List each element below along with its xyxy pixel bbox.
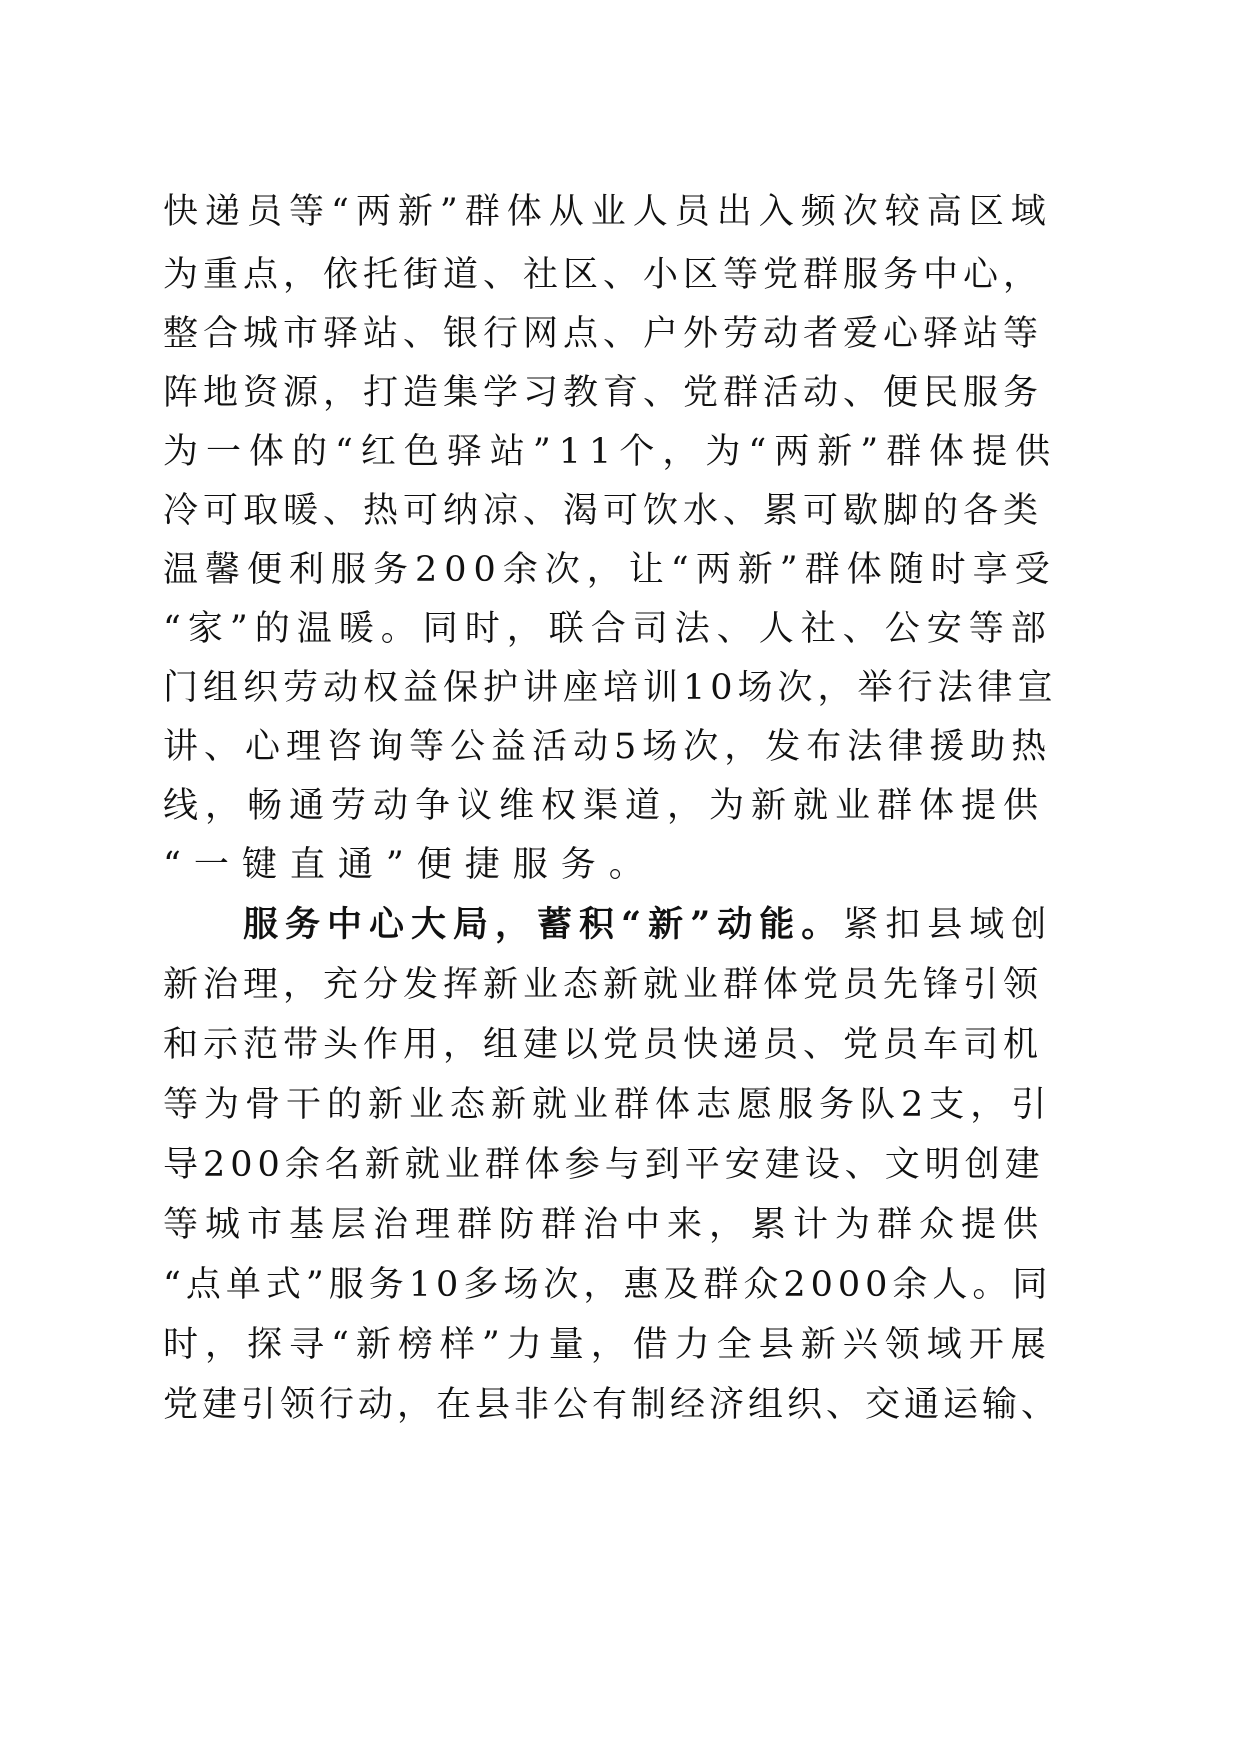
paragraph-2-heading: 服务中心大局，蓄积“新”动能。 [243, 904, 844, 945]
paragraph-2-line-2: 新治理，充分发挥新业态新就业群体党员先锋引领 [163, 965, 1044, 1005]
paragraph-2-line-6: 等城市基层治理群防群治中来，累计为群众提供 [163, 1205, 1046, 1245]
paragraph-1-line-2: 为重点，依托街道、社区、小区等党群服务中心， [163, 255, 1044, 295]
paragraph-1-line-12: “一键直通”便捷服务。 [163, 845, 657, 885]
paragraph-1-line-1: 快递员等“两新”群体从业人员出入频次较高区域 [163, 192, 1053, 232]
paragraph-1-line-11: 线，畅通劳动争议维权渠道，为新就业群体提供 [163, 786, 1046, 826]
paragraph-2-line-8: 时，探寻“新榜样”力量，借力全县新兴领域开展 [163, 1325, 1053, 1365]
paragraph-2-line-1 [243, 899, 1063, 951]
paragraph-1-line-7: 温馨便利服务200余次，让“两新”群体随时享受 [163, 550, 1057, 590]
paragraph-2-line-7: “点单式”服务10多场次，惠及群众2000余人。同 [163, 1265, 1053, 1305]
paragraph-1-line-8: “家”的温暖。同时，联合司法、人社、公安等部 [163, 609, 1053, 649]
paragraph-1-line-4: 阵地资源，打造集学习教育、党群活动、便民服务 [163, 373, 1044, 413]
paragraph-1-line-5: 为一体的“红色驿站”11个，为“两新”群体提供 [163, 432, 1059, 472]
paragraph-2-first-line-rest: 紧扣县域创 [843, 905, 1054, 945]
paragraph-2-line-5: 导200余名新就业群体参与到平安建设、文明创建 [163, 1145, 1045, 1185]
paragraph-2-line-9: 党建引领行动，在县非公有制经济组织、交通运输、 [163, 1385, 1061, 1425]
paragraph-1-line-6: 冷可取暖、热可纳凉、渴可饮水、累可歇脚的各类 [163, 491, 1044, 531]
paragraph-1-line-9: 门组织劳动权益保护讲座培训10场次，举行法律宣 [163, 668, 1058, 708]
paragraph-2-line-3: 和示范带头作用，组建以党员快递员、党员车司机 [163, 1025, 1044, 1065]
paragraph-1-line-3: 整合城市驿站、银行网点、户外劳动者爱心驿站等 [163, 314, 1044, 354]
paragraph-1-line-10: 讲、心理咨询等公益活动5场次，发布法律援助热 [163, 727, 1053, 767]
paragraph-2-line-4: 等为骨干的新业态新就业群体志愿服务队2支，引 [163, 1085, 1053, 1125]
